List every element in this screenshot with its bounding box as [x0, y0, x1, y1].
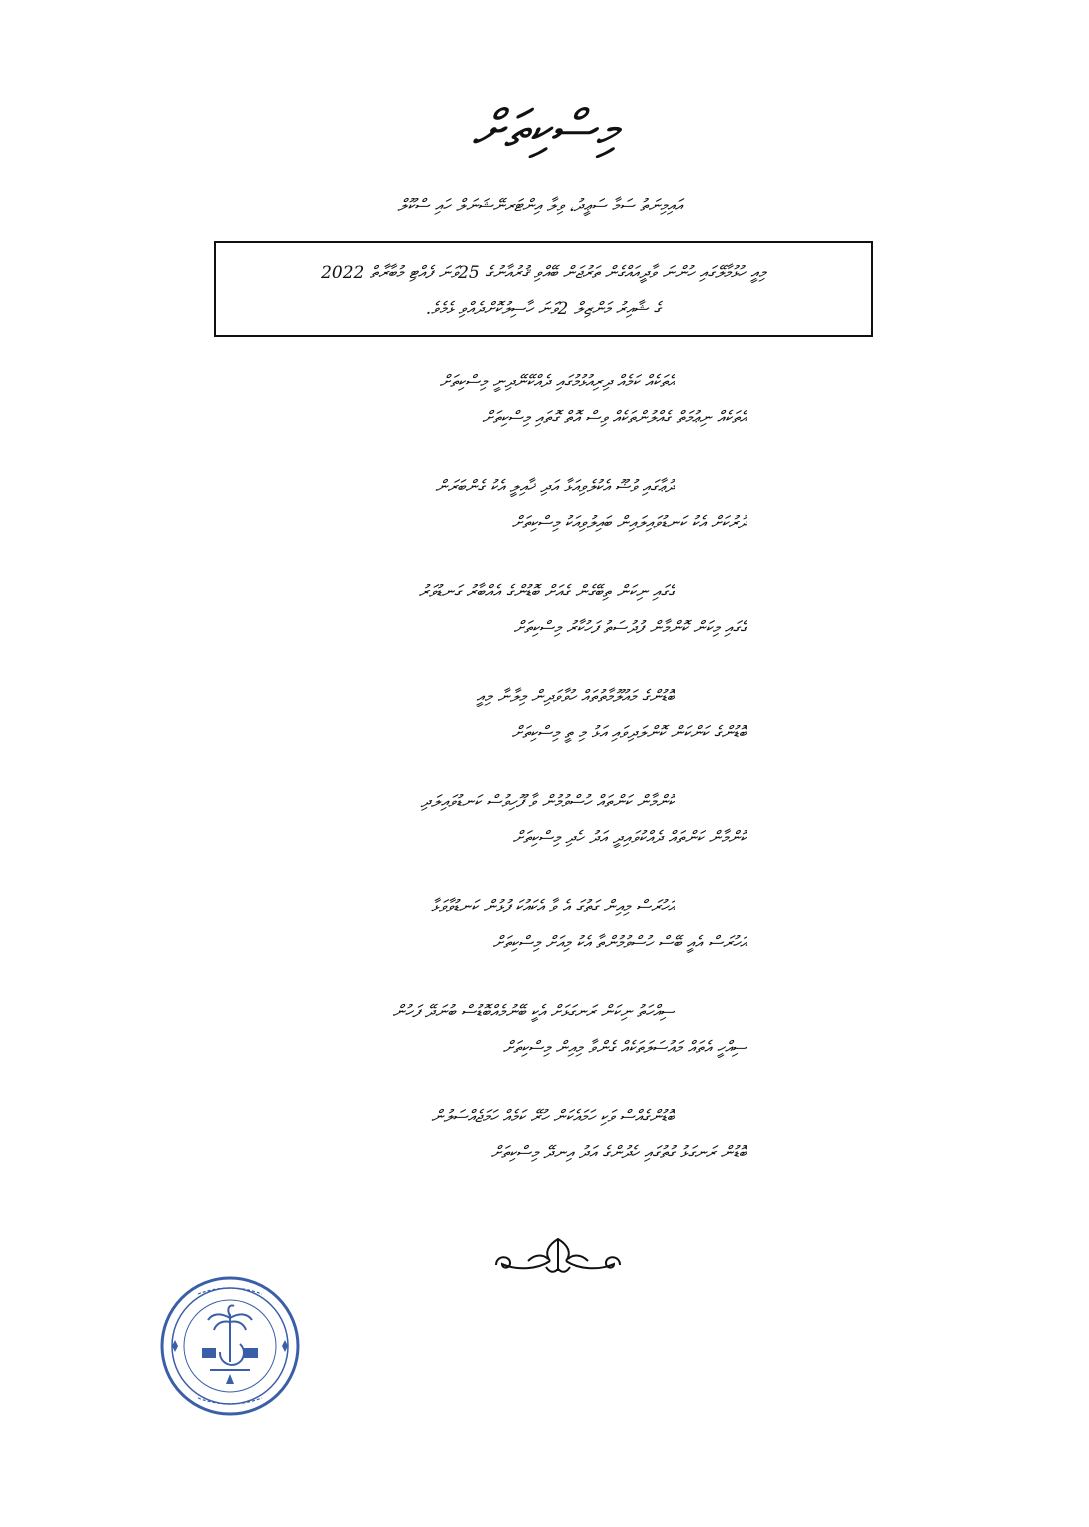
stanza: [0, 372, 1089, 477]
verse-line: ބޮޑުން ރަނގަޅު ގުތުގައި ހެދުންގެ އަދު އިނދޭ މިސްކިތަށް: [490, 1143, 747, 1163]
stanza: [0, 1002, 1089, 1107]
stanza: [0, 477, 1089, 582]
verse-line: ކޮންމާން ކަންތައް ދެއްކުވައިދީ އަދު ހެދި މިސްކިތަށް: [512, 828, 747, 848]
verse-line: ގޭގައި ނިކަން ތިބޭގެން ގެއަށް ބޮޑުންގެ އެއްބާރު ގަނޑުވަރު: [418, 582, 675, 602]
verse-line: ދުޢާގައި ވުޟޫ އެކުލެވިއަޅާ އަދި ޚާއިލީ އެކު ގެންބަރަން: [435, 477, 675, 497]
verse-line: ބޮޑުންގެ މައުލޫމާތުތައް ހުވާވަދިން މިލާނާ މިއީ: [476, 687, 675, 707]
author-line: އައިމިނަތު ސަމާ ސަޢީދު، ވިލާ އިންޓަރނޭޝަނަލް ހައި ސްކޫލް: [397, 196, 683, 216]
ornament-divider-icon: [488, 1233, 628, 1279]
poem-body: [0, 372, 1089, 1212]
verse-line: ބޮޑުންގެއްސް ވަކި ހަމައެކަން ހުރޭ ކަމެއް ހަމަޖެއްސަލުން: [431, 1107, 675, 1127]
verse-line: ބޮޑުންގެ ކަންކަން ކޮންލަދިވައި އަޅު މި ތީ މިސްކިތަށް: [511, 723, 747, 743]
verse-line: އެތަކެއް ނިޢުމަތް ގެއްލުންތަކެއް ވިސް އޮތް ގޮތައި މިސްކިތަށް: [482, 408, 747, 428]
verse-line: ދުރުކަށް އެކު ކަނޑުވައިލައިން ބައިލުވިއަކު މިސްކިތަށް: [511, 513, 747, 533]
verse-line: އަހުރަސް މިއިން ގަތުގަ އެ ވާ އެކައުކަ ފުޅުން ކަނޑުވާވަޅާ: [431, 897, 675, 917]
government-seal-icon: [158, 1274, 302, 1418]
verse-line: ސިއްހީ އެތައް މައުސަލަތަކެއް ގެންވާ މިއިން މިސްކިތަށް: [502, 1038, 747, 1058]
verse-line: އެތަކެއް ކަމެއް ދިރިއުޅުމުގައި ދެއްކޭނޭދިނީ މިސްކިތަށް: [439, 372, 675, 392]
stanza: [0, 792, 1089, 897]
note-line-2: ގެ ޝާއިރު މަންޒިލް 2ވަނަ ހާސިލުކޮށްދެއްވި ޅެމެވެ.: [425, 299, 662, 319]
note-line-1: މިއީ ހުޅުމާލޭގައި ހުންނަ ވާދީއައްގެން ތަރުޖަން ބޭއްވި ޤުރުއާނުގެ 25ވަނަ ފެއްޓި މުބާރާތް 2022: [321, 263, 766, 283]
verse-line: ގޭގައި މިކަން ކޮންމާން ފުދުސަތު ފަހުކާރު މިސްކިތަށް: [513, 618, 747, 638]
stanza: [0, 582, 1089, 687]
stanza: [0, 897, 1089, 1002]
verse-line: ސިއްހަތު ނިކަން ރަނގަޅަށް އެކީ ބޭނުމެއްބޮޑުސް ބުނަދޭ ފަހުން: [392, 1002, 675, 1022]
competition-note-box: [214, 241, 873, 337]
stanza: [0, 1107, 1089, 1212]
verse-line: ކޮންމާން ކަންތައް ހުސްވުމުން ވާ ފޫހިވުސް ކަނޑުވައިލަދި: [420, 792, 675, 812]
poem-title: މިސްކިތަށް: [471, 100, 618, 160]
stanza: [0, 687, 1089, 792]
verse-line: އަހުރަސް އެއީ ބޭސް ހުސްވުމުންތާ އެކު މިއަށް މިސްކިތަށް: [492, 933, 747, 953]
